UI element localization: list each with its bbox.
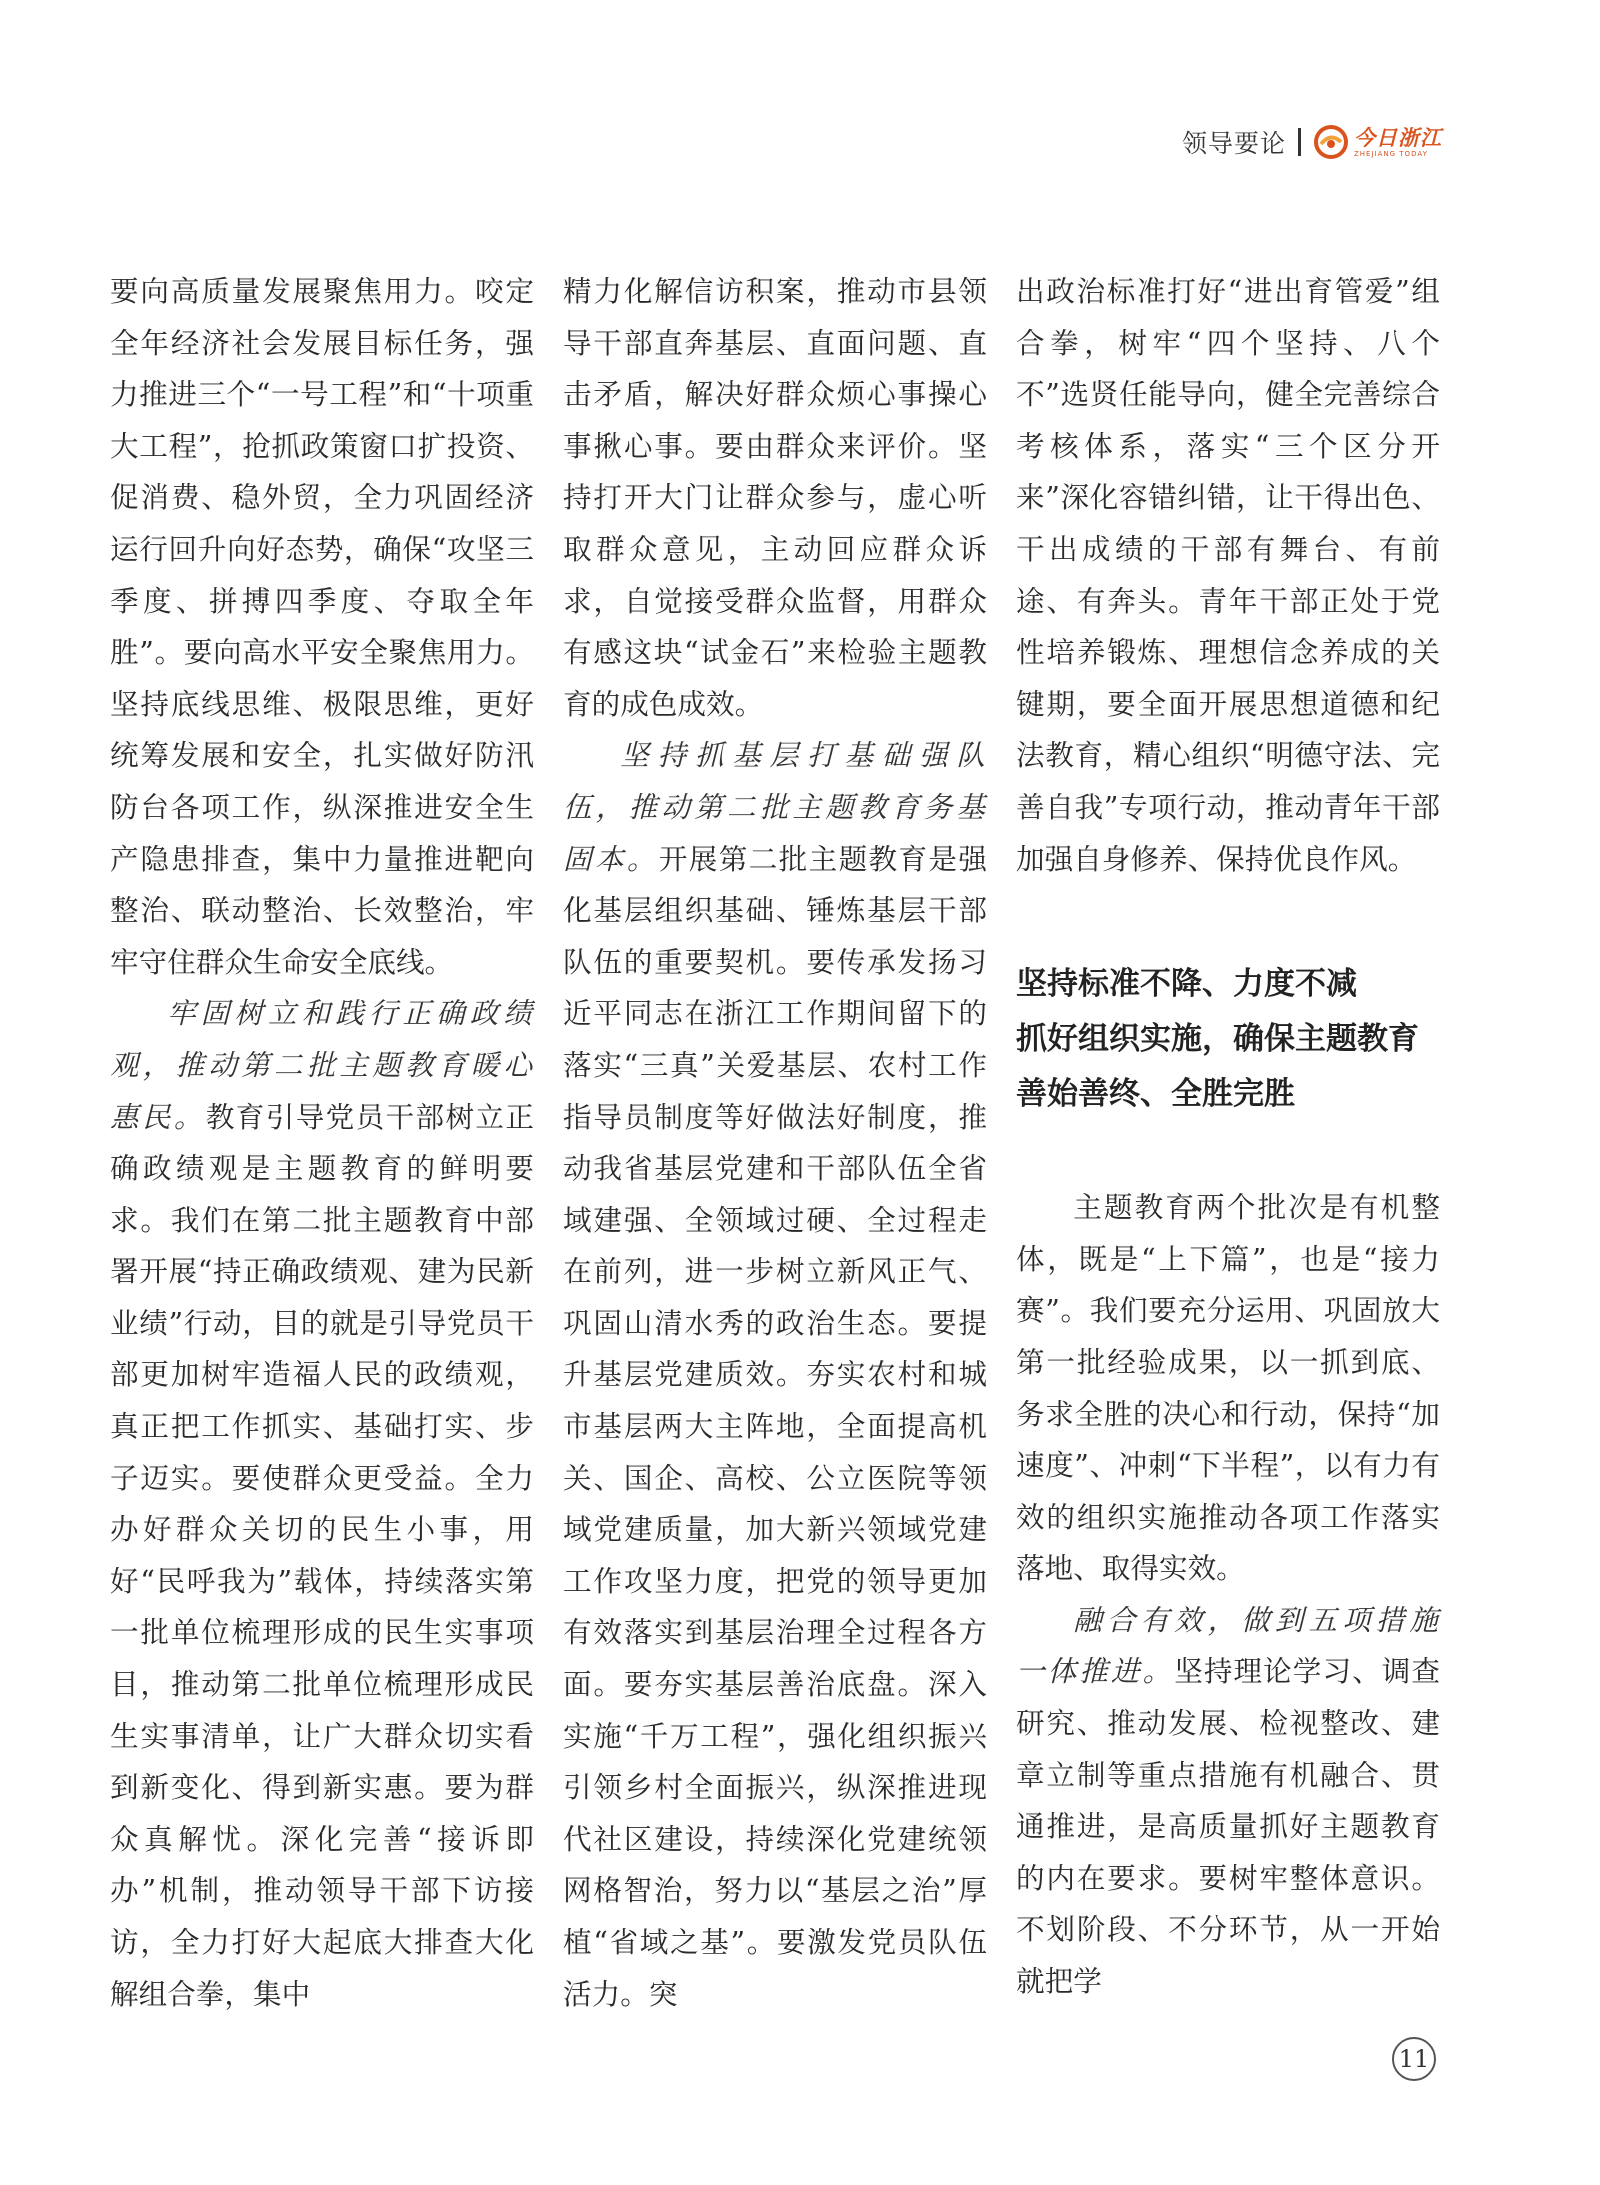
text-column-2: [563, 266, 987, 2020]
magazine-logo: [1313, 124, 1442, 160]
paragraph: [563, 730, 987, 2020]
page-header: [1182, 120, 1442, 164]
paragraph: 精力化解信访积案，推动市县领导干部直奔基层、直面问题、直击矛盾，解决好群众烦心事操心事揪心事。要由群众来评价。坚持打开大门让群众参与，虚心听取群众意见，主动回应群众诉求，自觉接受群众监督，用群众有感这块“试金石”来检验主题教育的成色成效。: [563, 274, 987, 721]
text-column-1: [110, 266, 534, 2020]
subheading-line: 坚持标准不降、力度不减: [1016, 966, 1357, 1003]
section-label: 领导要论: [1181, 129, 1286, 158]
logo-english-name: ZHEJIANG TODAY: [1354, 149, 1428, 158]
paragraph-lead: 牢固树立和践行正确政绩观，推动第二批主题教育暖心惠民。: [110, 996, 534, 1134]
header-divider: [1298, 128, 1301, 156]
page-number: 11: [1392, 2037, 1436, 2081]
subheading-line: 抓好组织实施，确保主题教育: [1016, 1021, 1419, 1058]
paragraph-body: 开展第二批主题教育是强化基层组织基础、锤炼基层干部队伍的重要契机。要传承发扬习近平同志在浙江工作期间留下的落实“三真”关爱基层、农村工作指导员制度等好做法好制度，推动我省基层党建和干部队伍全省域建强、全领域过硬、全过程走在前列，进一步树立新风正气、巩固山清水秀的政治生态。要提升基层党建质效。夯实农村和城市基层两大主阵地，全面提高机关、国企、高校、公立医院等领域党建质量，加大新兴领域党建工作攻坚力度，把党的领导更加有效落实到基层治理全过程各方面。要夯实基层善治底盘。深入实施“千万工程”，强化组织振兴引领乡村全面振兴，纵深推进现代社区建设，持续深化党建统领网格智治，努力以“基层之治”厚植“省域之基”。要激发党员队伍活力。突: [563, 841, 987, 2011]
logo-chinese-name: 今日浙江: [1354, 124, 1442, 150]
paragraph-body: 教育引导党员干部树立正确政绩观是主题教育的鲜明要求。我们在第二批主题教育中部署开展“持正确政绩观、建为民新业绩”行动，目的就是引导党员干部更加树牢造福人民的政绩观，真正把工作抓实、基础打实、步子迈实。要使群众更受益。全力办好群众关切的民生小事，用好“民呼我为”载体，持续落实第一批单位梳理形成的民生实事项目，推动第二批单位梳理形成民生实事清单，让广大群众切实看到新变化、得到新实惠。要为群众真解忧。深化完善“接诉即办”机制，推动领导干部下访接访，全力打好大起底大排查大化解组合拳，集中: [110, 1099, 534, 2011]
logo-swirl-icon: [1313, 124, 1349, 160]
paragraph: [1016, 1595, 1440, 2008]
text-column-3: [1016, 266, 1440, 2008]
paragraph: 主题教育两个批次是有机整体，既是“上下篇”，也是“接力赛”。我们要充分运用、巩固放大第一批经验成果，以一抓到底、务求全胜的决心和行动，保持“加速度”、冲刺“下半程”，以有力有效的组织实施推动各项工作落实落地、取得实效。: [1016, 1190, 1440, 1586]
paragraph: 出政治标准打好“进出育管爱”组合拳，树牢“四个坚持、八个不”选贤任能导向，健全完善综合考核体系，落实“三个区分开来”深化容错纠错，让干得出色、干出成绩的干部有舞台、有前途、有奔头。青年干部正处于党性培养锻炼、理想信念养成的关键期，要全面开展思想道德和纪法教育，精心组织“明德守法、完善自我”专项行动，推动青年干部加强自身修养、保持优良作风。: [1016, 274, 1440, 876]
paragraph-lead: 坚持抓基层打基础强队伍，推动第二批主题教育务基固本。: [563, 738, 987, 876]
paragraph-body: 坚持理论学习、调查研究、推动发展、检视整改、建章立制等重点措施有机融合、贯通推进，是高质量抓好主题教育的内在要求。要树牢整体意识。不划阶段、不分环节，从一开始就把学: [1016, 1654, 1440, 1999]
paragraph: 要向高质量发展聚焦用力。咬定全年经济社会发展目标任务，强力推进三个“一号工程”和“十项重大工程”，抢抓政策窗口扩投资、促消费、稳外贸，全力巩固经济运行回升向好态势，确保“攻坚三季度、拼搏四季度、夺取全年胜”。要向高水平安全聚焦用力。坚持底线思维、极限思维，更好统筹发展和安全，扎实做好防汛防台各项工作，纵深推进安全生产隐患排查，集中力量推进靶向整治、联动整治、长效整治，牢牢守住群众生命安全底线。: [110, 274, 534, 979]
subheading-line: 善始善终、全胜完胜: [1016, 1076, 1295, 1113]
paragraph: [110, 988, 534, 2020]
section-subheading: [1016, 957, 1440, 1122]
paragraph-lead: 融合有效，做到五项措施一体推进。: [1016, 1602, 1440, 1689]
